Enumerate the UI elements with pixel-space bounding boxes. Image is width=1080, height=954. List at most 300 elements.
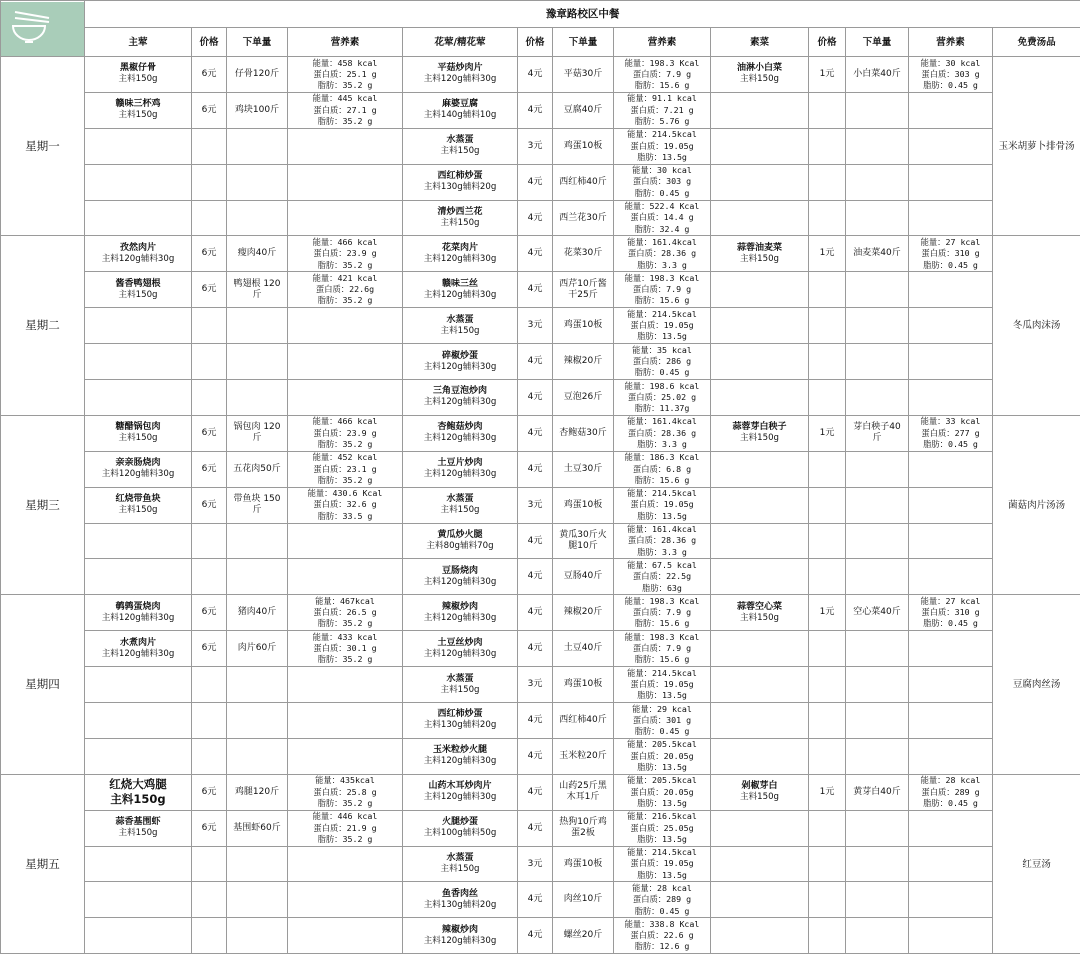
m-dish-portion: 主料120g辅料30g bbox=[85, 649, 191, 660]
half-price: 4元 bbox=[518, 451, 553, 487]
m-nutrition-line: 脂肪：35.2 g bbox=[288, 439, 402, 450]
h-dish-portion: 主料130g辅料20g bbox=[403, 720, 517, 731]
main-qty-empty bbox=[227, 667, 288, 703]
h-dish-portion: 主料120g辅料30g bbox=[403, 254, 517, 265]
h-nutrition-line: 能量：216.5kcal bbox=[614, 811, 710, 822]
h-dish-name: 碎椒炒蛋 bbox=[403, 351, 517, 362]
h-nutrition-cell bbox=[614, 595, 711, 631]
veg-qty-empty bbox=[846, 667, 909, 703]
main-qty: 鸡块100斤 bbox=[227, 92, 288, 128]
menu-row bbox=[1, 451, 1080, 487]
m-dish-name: 黑椒仔骨 bbox=[85, 63, 191, 74]
main-price: 6元 bbox=[192, 57, 227, 93]
veg-dish-empty bbox=[711, 451, 809, 487]
header-half-qty: 下单量 bbox=[553, 28, 614, 57]
h-dish-cell bbox=[403, 631, 518, 667]
m-nutrition-cell bbox=[288, 810, 403, 846]
h-nutrition-line: 脂肪：3.3 g bbox=[614, 547, 710, 558]
h-nutrition-line: 脂肪：3.3 g bbox=[614, 439, 710, 450]
menu-row bbox=[1, 918, 1080, 954]
h-nutrition-line: 脂肪：0.45 g bbox=[614, 726, 710, 737]
h-nutrition-line: 能量：161.4kcal bbox=[614, 416, 710, 427]
v-dish-cell bbox=[711, 236, 809, 272]
m-nutrition-line: 脂肪：35.2 g bbox=[288, 475, 402, 486]
m-dish-portion: 主料150g bbox=[85, 74, 191, 85]
m-dish-name: 蒜香基围虾 bbox=[85, 817, 191, 828]
main-qty-empty bbox=[227, 846, 288, 882]
veg-qty-empty bbox=[846, 846, 909, 882]
h-dish-name: 水蒸蛋 bbox=[403, 674, 517, 685]
menu-row bbox=[1, 667, 1080, 703]
h-nutrition-line: 能量：28 kcal bbox=[614, 883, 710, 894]
m-dish-name: 红烧大鸡腿 bbox=[85, 777, 191, 792]
m-nutrition-cell bbox=[288, 92, 403, 128]
v-nutrition-line: 能量：33 kcal bbox=[909, 416, 992, 427]
h-dish-name: 水蒸蛋 bbox=[403, 315, 517, 326]
veg-dish-empty bbox=[711, 846, 809, 882]
v-nutrition-line: 蛋白质：289 g bbox=[909, 787, 992, 798]
v-dish-cell bbox=[711, 774, 809, 810]
h-nutrition-line: 能量：35 kcal bbox=[614, 345, 710, 356]
main-qty: 猪肉40斤 bbox=[227, 595, 288, 631]
header-half: 花荤/精花荤 bbox=[403, 28, 518, 57]
h-dish-name: 土豆片炒肉 bbox=[403, 458, 517, 469]
main-dish-empty bbox=[85, 344, 192, 380]
header-main-price: 价格 bbox=[192, 28, 227, 57]
veg-nutrition-empty bbox=[909, 738, 993, 774]
h-dish-name: 平菇炒肉片 bbox=[403, 63, 517, 74]
m-dish-portion: 主料150g bbox=[85, 828, 191, 839]
menu-row bbox=[1, 92, 1080, 128]
h-dish-cell bbox=[403, 415, 518, 451]
main-qty-empty bbox=[227, 164, 288, 200]
h-nutrition-line: 蛋白质：301 g bbox=[614, 715, 710, 726]
v-nutrition-cell bbox=[909, 774, 993, 810]
soup-cell: 红豆汤 bbox=[993, 774, 1080, 953]
h-nutrition-line: 蛋白质：20.05g bbox=[614, 787, 710, 798]
veg-price: 1元 bbox=[809, 236, 846, 272]
m-dish-cell bbox=[85, 774, 192, 810]
h-nutrition-line: 能量：91.1 kcal bbox=[614, 93, 710, 104]
veg-dish-empty bbox=[711, 738, 809, 774]
veg-price-empty bbox=[809, 308, 846, 344]
veg-price-empty bbox=[809, 128, 846, 164]
main-price-empty bbox=[192, 380, 227, 416]
main-price-empty bbox=[192, 559, 227, 595]
veg-dish-empty bbox=[711, 631, 809, 667]
veg-price-empty bbox=[809, 918, 846, 954]
m-nutrition-line: 蛋白质：25.8 g bbox=[288, 787, 402, 798]
half-qty: 鸡蛋10板 bbox=[553, 128, 614, 164]
veg-nutrition-empty bbox=[909, 308, 993, 344]
h-nutrition-cell bbox=[614, 918, 711, 954]
half-price: 4元 bbox=[518, 92, 553, 128]
h-dish-cell bbox=[403, 164, 518, 200]
half-price: 4元 bbox=[518, 738, 553, 774]
veg-dish-empty bbox=[711, 487, 809, 523]
half-price: 4元 bbox=[518, 236, 553, 272]
m-dish-portion: 主料150g bbox=[85, 792, 191, 807]
main-price: 6元 bbox=[192, 810, 227, 846]
half-qty: 黄瓜30斤火腿10斤 bbox=[553, 523, 614, 559]
main-nutrition-empty bbox=[288, 344, 403, 380]
m-nutrition-line: 脂肪：35.2 g bbox=[288, 618, 402, 629]
h-dish-cell bbox=[403, 451, 518, 487]
h-nutrition-line: 能量：214.5kcal bbox=[614, 847, 710, 858]
veg-price-empty bbox=[809, 882, 846, 918]
h-nutrition-line: 能量：198.3 Kcal bbox=[614, 273, 710, 284]
veg-dish-empty bbox=[711, 308, 809, 344]
veg-nutrition-empty bbox=[909, 200, 993, 236]
h-dish-name: 杏鲍菇炒肉 bbox=[403, 422, 517, 433]
half-qty: 肉丝10斤 bbox=[553, 882, 614, 918]
main-nutrition-empty bbox=[288, 559, 403, 595]
v-nutrition-line: 脂肪：0.45 g bbox=[909, 260, 992, 271]
veg-nutrition-empty bbox=[909, 667, 993, 703]
half-qty: 花菜30斤 bbox=[553, 236, 614, 272]
m-nutrition-line: 能量：466 kcal bbox=[288, 416, 402, 427]
veg-price: 1元 bbox=[809, 595, 846, 631]
h-nutrition-line: 蛋白质：19.05g bbox=[614, 499, 710, 510]
h-nutrition-line: 脂肪：13.5g bbox=[614, 690, 710, 701]
h-nutrition-line: 脂肪：15.6 g bbox=[614, 295, 710, 306]
veg-nutrition-empty bbox=[909, 523, 993, 559]
half-price: 4元 bbox=[518, 810, 553, 846]
veg-price: 1元 bbox=[809, 57, 846, 93]
main-qty: 肉片60斤 bbox=[227, 631, 288, 667]
h-nutrition-cell bbox=[614, 487, 711, 523]
half-price: 4元 bbox=[518, 631, 553, 667]
h-dish-portion: 主料150g bbox=[403, 146, 517, 157]
h-nutrition-cell bbox=[614, 128, 711, 164]
m-dish-cell bbox=[85, 487, 192, 523]
v-dish-name: 剁椒芽白 bbox=[711, 781, 808, 792]
veg-nutrition-empty bbox=[909, 882, 993, 918]
v-dish-portion: 主料150g bbox=[711, 74, 808, 85]
veg-dish-empty bbox=[711, 92, 809, 128]
main-nutrition-empty bbox=[288, 738, 403, 774]
veg-price: 1元 bbox=[809, 774, 846, 810]
main-price-empty bbox=[192, 523, 227, 559]
m-dish-name: 鹌鹑蛋烧肉 bbox=[85, 602, 191, 613]
half-qty: 热狗10斤鸡蛋2板 bbox=[553, 810, 614, 846]
half-qty: 螺丝20斤 bbox=[553, 918, 614, 954]
veg-qty-empty bbox=[846, 128, 909, 164]
menu-row bbox=[1, 415, 1080, 451]
half-price: 4元 bbox=[518, 774, 553, 810]
v-nutrition-line: 脂肪：0.45 g bbox=[909, 80, 992, 91]
veg-price-empty bbox=[809, 451, 846, 487]
h-nutrition-cell bbox=[614, 164, 711, 200]
h-nutrition-line: 能量：205.5kcal bbox=[614, 775, 710, 786]
veg-qty-empty bbox=[846, 380, 909, 416]
m-nutrition-line: 脂肪：35.2 g bbox=[288, 260, 402, 271]
m-dish-name: 赣味三杯鸡 bbox=[85, 99, 191, 110]
menu-row bbox=[1, 380, 1080, 416]
main-dish-empty bbox=[85, 308, 192, 344]
half-qty: 西红柿40斤 bbox=[553, 703, 614, 739]
menu-row bbox=[1, 272, 1080, 308]
main-price-empty bbox=[192, 200, 227, 236]
m-nutrition-line: 脂肪：35.2 g bbox=[288, 654, 402, 665]
h-dish-name: 西红柿炒蛋 bbox=[403, 171, 517, 182]
h-nutrition-line: 蛋白质：286 g bbox=[614, 356, 710, 367]
main-price-empty bbox=[192, 164, 227, 200]
main-qty: 锅包肉 120斤 bbox=[227, 415, 288, 451]
m-dish-cell bbox=[85, 595, 192, 631]
veg-nutrition-empty bbox=[909, 272, 993, 308]
half-qty: 鸡蛋10板 bbox=[553, 487, 614, 523]
h-nutrition-line: 脂肪：0.45 g bbox=[614, 367, 710, 378]
day-label: 星期二 bbox=[1, 236, 85, 415]
m-nutrition-line: 脂肪：35.2 g bbox=[288, 80, 402, 91]
day-label: 星期五 bbox=[1, 774, 85, 953]
v-dish-cell bbox=[711, 57, 809, 93]
h-nutrition-line: 能量：214.5kcal bbox=[614, 309, 710, 320]
veg-price-empty bbox=[809, 164, 846, 200]
h-nutrition-line: 蛋白质：289 g bbox=[614, 894, 710, 905]
h-nutrition-line: 能量：186.3 Kcal bbox=[614, 452, 710, 463]
main-price: 6元 bbox=[192, 487, 227, 523]
h-nutrition-line: 蛋白质：22.6 g bbox=[614, 930, 710, 941]
h-dish-cell bbox=[403, 57, 518, 93]
h-dish-cell bbox=[403, 487, 518, 523]
menu-row bbox=[1, 882, 1080, 918]
main-nutrition-empty bbox=[288, 200, 403, 236]
h-dish-portion: 主料150g bbox=[403, 505, 517, 516]
veg-qty-empty bbox=[846, 92, 909, 128]
main-nutrition-empty bbox=[288, 128, 403, 164]
v-nutrition-line: 能量：28 kcal bbox=[909, 775, 992, 786]
h-nutrition-cell bbox=[614, 738, 711, 774]
h-dish-cell bbox=[403, 738, 518, 774]
v-nutrition-cell bbox=[909, 57, 993, 93]
main-dish-empty bbox=[85, 380, 192, 416]
m-dish-portion: 主料150g bbox=[85, 110, 191, 121]
m-nutrition-line: 能量：435kcal bbox=[288, 775, 402, 786]
m-dish-name: 糖醋锅包肉 bbox=[85, 422, 191, 433]
m-nutrition-line: 蛋白质：23.9 g bbox=[288, 248, 402, 259]
header-veg-nutrition: 营养素 bbox=[909, 28, 993, 57]
half-qty: 玉米粒20斤 bbox=[553, 738, 614, 774]
half-price: 4元 bbox=[518, 523, 553, 559]
header-half-nutrition: 营养素 bbox=[614, 28, 711, 57]
m-nutrition-cell bbox=[288, 57, 403, 93]
menu-row bbox=[1, 523, 1080, 559]
h-dish-portion: 主料150g bbox=[403, 218, 517, 229]
logo-cell bbox=[1, 1, 85, 57]
h-dish-name: 山药木耳炒肉片 bbox=[403, 781, 517, 792]
veg-qty: 小白菜40斤 bbox=[846, 57, 909, 93]
h-dish-portion: 主料120g辅料30g bbox=[403, 756, 517, 767]
h-nutrition-cell bbox=[614, 57, 711, 93]
veg-dish-empty bbox=[711, 272, 809, 308]
main-price: 6元 bbox=[192, 631, 227, 667]
h-nutrition-line: 脂肪：12.6 g bbox=[614, 941, 710, 952]
h-nutrition-line: 脂肪：0.45 g bbox=[614, 906, 710, 917]
veg-dish-empty bbox=[711, 559, 809, 595]
h-nutrition-cell bbox=[614, 810, 711, 846]
h-nutrition-line: 脂肪：3.3 g bbox=[614, 260, 710, 271]
h-dish-cell bbox=[403, 810, 518, 846]
h-nutrition-cell bbox=[614, 846, 711, 882]
h-nutrition-cell bbox=[614, 380, 711, 416]
half-price: 4元 bbox=[518, 918, 553, 954]
veg-price-empty bbox=[809, 272, 846, 308]
v-nutrition-line: 脂肪：0.45 g bbox=[909, 618, 992, 629]
main-nutrition-empty bbox=[288, 667, 403, 703]
h-dish-name: 西红柿炒蛋 bbox=[403, 709, 517, 720]
main-price: 6元 bbox=[192, 415, 227, 451]
menu-row bbox=[1, 846, 1080, 882]
veg-qty: 芽白秧子40斤 bbox=[846, 415, 909, 451]
m-nutrition-line: 脂肪：35.2 g bbox=[288, 116, 402, 127]
h-nutrition-line: 脂肪：13.5g bbox=[614, 762, 710, 773]
h-nutrition-line: 蛋白质：19.05g bbox=[614, 858, 710, 869]
half-qty: 西兰花30斤 bbox=[553, 200, 614, 236]
h-nutrition-line: 能量：205.5kcal bbox=[614, 739, 710, 750]
h-nutrition-line: 脂肪：15.6 g bbox=[614, 654, 710, 665]
v-dish-portion: 主料150g bbox=[711, 792, 808, 803]
veg-price-empty bbox=[809, 487, 846, 523]
v-nutrition-line: 蛋白质：310 g bbox=[909, 248, 992, 259]
main-qty-empty bbox=[227, 703, 288, 739]
h-nutrition-cell bbox=[614, 344, 711, 380]
veg-dish-empty bbox=[711, 344, 809, 380]
h-dish-name: 清炒西兰花 bbox=[403, 207, 517, 218]
header-main-qty: 下单量 bbox=[227, 28, 288, 57]
veg-dish-empty bbox=[711, 882, 809, 918]
m-dish-portion: 主料120g辅料30g bbox=[85, 613, 191, 624]
v-nutrition-cell bbox=[909, 595, 993, 631]
m-nutrition-line: 蛋白质：21.9 g bbox=[288, 823, 402, 834]
h-nutrition-line: 蛋白质：14.4 g bbox=[614, 212, 710, 223]
veg-price-empty bbox=[809, 703, 846, 739]
h-nutrition-line: 能量：29 kcal bbox=[614, 704, 710, 715]
half-qty: 鸡蛋10板 bbox=[553, 667, 614, 703]
half-price: 4元 bbox=[518, 595, 553, 631]
main-dish-empty bbox=[85, 703, 192, 739]
main-qty-empty bbox=[227, 918, 288, 954]
main-dish-empty bbox=[85, 667, 192, 703]
h-dish-portion: 主料150g bbox=[403, 326, 517, 337]
half-price: 4元 bbox=[518, 200, 553, 236]
m-nutrition-line: 蛋白质：26.5 g bbox=[288, 607, 402, 618]
day-label: 星期四 bbox=[1, 595, 85, 774]
h-nutrition-line: 蛋白质：25.02 g bbox=[614, 392, 710, 403]
h-nutrition-line: 蛋白质：20.05g bbox=[614, 751, 710, 762]
header-soup: 免费汤品 bbox=[993, 28, 1080, 57]
v-dish-name: 蒜蓉油麦菜 bbox=[711, 243, 808, 254]
bowl-logo-icon bbox=[1, 2, 85, 56]
veg-nutrition-empty bbox=[909, 918, 993, 954]
m-dish-cell bbox=[85, 631, 192, 667]
main-price-empty bbox=[192, 738, 227, 774]
half-qty: 辣椒20斤 bbox=[553, 344, 614, 380]
main-qty: 仔骨120斤 bbox=[227, 57, 288, 93]
menu-row bbox=[1, 487, 1080, 523]
h-dish-name: 赣味三丝 bbox=[403, 279, 517, 290]
h-nutrition-line: 蛋白质：7.9 g bbox=[614, 643, 710, 654]
h-nutrition-cell bbox=[614, 523, 711, 559]
m-nutrition-line: 能量：467kcal bbox=[288, 596, 402, 607]
menu-row bbox=[1, 236, 1080, 272]
h-dish-portion: 主料120g辅料30g bbox=[403, 433, 517, 444]
main-qty-empty bbox=[227, 308, 288, 344]
h-nutrition-line: 能量：198.3 Kcal bbox=[614, 596, 710, 607]
main-price-empty bbox=[192, 344, 227, 380]
m-nutrition-line: 能量：458 kcal bbox=[288, 58, 402, 69]
m-dish-name: 红烧带鱼块 bbox=[85, 494, 191, 505]
m-nutrition-cell bbox=[288, 272, 403, 308]
main-nutrition-empty bbox=[288, 846, 403, 882]
h-dish-portion: 主料130g辅料20g bbox=[403, 182, 517, 193]
menu-row bbox=[1, 595, 1080, 631]
main-qty: 五花肉50斤 bbox=[227, 451, 288, 487]
h-nutrition-line: 脂肪：63g bbox=[614, 583, 710, 594]
m-dish-cell bbox=[85, 236, 192, 272]
m-dish-cell bbox=[85, 451, 192, 487]
menu-row bbox=[1, 774, 1080, 810]
main-qty-empty bbox=[227, 380, 288, 416]
h-nutrition-line: 能量：198.6 kcal bbox=[614, 381, 710, 392]
m-nutrition-line: 能量：421 kcal bbox=[288, 273, 402, 284]
v-dish-portion: 主料150g bbox=[711, 433, 808, 444]
main-qty-empty bbox=[227, 344, 288, 380]
veg-nutrition-empty bbox=[909, 344, 993, 380]
veg-nutrition-empty bbox=[909, 128, 993, 164]
m-nutrition-line: 蛋白质：30.1 g bbox=[288, 643, 402, 654]
m-dish-portion: 主料120g辅料30g bbox=[85, 469, 191, 480]
h-dish-name: 水蒸蛋 bbox=[403, 853, 517, 864]
main-qty-empty bbox=[227, 559, 288, 595]
h-nutrition-cell bbox=[614, 667, 711, 703]
main-dish-empty bbox=[85, 200, 192, 236]
soup-cell: 玉米胡萝卜排骨汤 bbox=[993, 57, 1080, 236]
main-price: 6元 bbox=[192, 451, 227, 487]
half-price: 3元 bbox=[518, 308, 553, 344]
h-nutrition-cell bbox=[614, 92, 711, 128]
half-qty: 平菇30斤 bbox=[553, 57, 614, 93]
main-dish-empty bbox=[85, 738, 192, 774]
header-veg-price: 价格 bbox=[809, 28, 846, 57]
h-dish-cell bbox=[403, 559, 518, 595]
h-nutrition-line: 能量：161.4kcal bbox=[614, 237, 710, 248]
half-price: 4元 bbox=[518, 559, 553, 595]
veg-nutrition-empty bbox=[909, 559, 993, 595]
main-dish-empty bbox=[85, 882, 192, 918]
header-main-nutrition: 营养素 bbox=[288, 28, 403, 57]
veg-qty-empty bbox=[846, 164, 909, 200]
h-dish-name: 麻婆豆腐 bbox=[403, 99, 517, 110]
h-nutrition-cell bbox=[614, 272, 711, 308]
main-qty-empty bbox=[227, 738, 288, 774]
h-nutrition-line: 蛋白质：28.36 g bbox=[614, 535, 710, 546]
m-dish-cell bbox=[85, 272, 192, 308]
veg-nutrition-empty bbox=[909, 846, 993, 882]
main-nutrition-empty bbox=[288, 523, 403, 559]
menu-row bbox=[1, 164, 1080, 200]
h-dish-cell bbox=[403, 523, 518, 559]
h-nutrition-line: 能量：198.3 Kcal bbox=[614, 58, 710, 69]
v-nutrition-line: 能量：27 kcal bbox=[909, 237, 992, 248]
main-price-empty bbox=[192, 846, 227, 882]
m-nutrition-line: 蛋白质：23.1 g bbox=[288, 464, 402, 475]
veg-dish-empty bbox=[711, 200, 809, 236]
veg-dish-empty bbox=[711, 523, 809, 559]
h-nutrition-line: 蛋白质：7.9 g bbox=[614, 607, 710, 618]
m-nutrition-line: 脂肪：33.5 g bbox=[288, 511, 402, 522]
